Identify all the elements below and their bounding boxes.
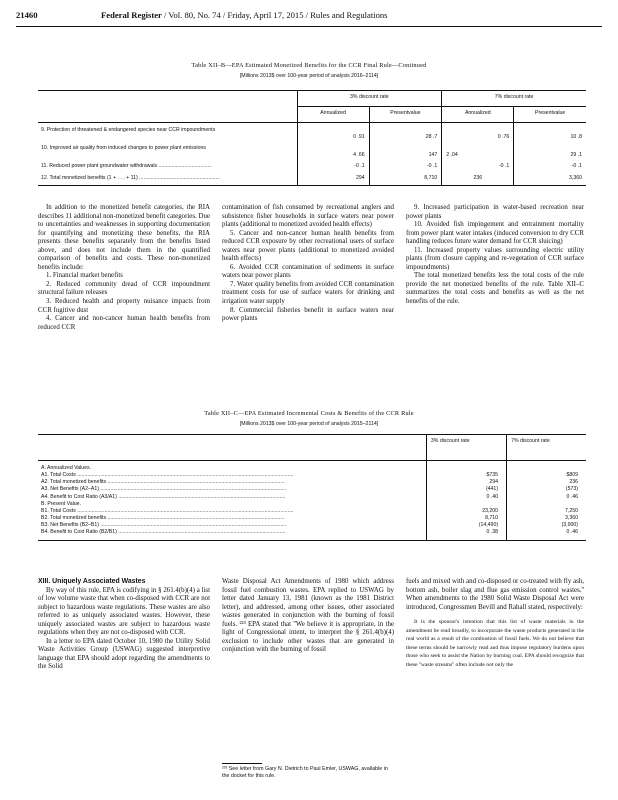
cell [426, 465, 506, 472]
text-column-2 [222, 204, 394, 324]
cell: 23,200 [426, 508, 506, 515]
list-item: 5. Cancer and non-cancer human health benefits from reduced CCR exposure by other recreational users of surface waters near power plants (additional to monetized avoided health effects) [222, 229, 394, 263]
cell: 8,710 [426, 515, 506, 522]
text-column-1 [38, 204, 210, 332]
table-row [38, 143, 586, 161]
list-item: 3. Reduced health and property nuisance impacts from CCR fugitive dust [38, 298, 210, 314]
table2-col-header: 7% discount rate [507, 435, 586, 461]
row-desc: A4. Benefit to Cost Ratio (A3/A1) .................................................................................................................... [38, 494, 426, 501]
row-desc: 9. Protection of threatened & endangered species near CCR impoundments [38, 123, 297, 144]
list-item: 10. Avoided fish impingement and entrainment mortality from power plant water intakes (induced conversion to dry CCR handling reduces future water demand for CCR sluicing) [406, 221, 584, 246]
table-row [38, 486, 586, 493]
paragraph: contamination of fish consumed by recreational anglers and subsistence fisher households in surface waters near power plants (additional to monetized avoided health effects) [222, 204, 394, 229]
cell: 10 .8 [570, 134, 582, 140]
cell: -0 .1 [571, 163, 582, 170]
table-row [38, 465, 586, 472]
table1-subtitle: [Millions 2013$ over 100-year period of analysis 2016–2114] [239, 73, 379, 79]
table-row [38, 472, 586, 479]
cell: 4 .66 [297, 143, 369, 161]
table2-subtitle: [Millions 2013$ over 100-year period of analysis 2015–2114] [239, 421, 379, 427]
section13-column-3 [406, 578, 584, 669]
row-desc: B2. Total monetized benefits ........................................................................................................................... [38, 515, 426, 522]
cell: (441) [426, 486, 506, 493]
cell: 29 .1 [570, 152, 582, 159]
journal-name: Federal Register [101, 10, 162, 20]
cell: 0 .38 [426, 529, 506, 540]
table-row [38, 529, 586, 540]
list-item: 8. Commercial fisheries benefit in surface waters near power plants [222, 306, 394, 323]
paragraph: In a letter to EPA dated October 10, 1980 the Utility Solid Waste Activities Group (USWAG) suggested interpretive language that EPA should adopt regarding the amendments to the Solid [38, 637, 210, 671]
section-heading: XIII. Uniquely Associated Wastes [38, 578, 146, 585]
journal-line [101, 10, 388, 20]
table-row [38, 161, 586, 172]
table1-col-header: Annualized [297, 107, 369, 123]
cell: -0 .1 [442, 161, 514, 172]
table-row [38, 515, 586, 522]
page-number: 21460 [16, 10, 38, 20]
cell: 0 .46 [566, 529, 578, 536]
cell: $809 [566, 472, 578, 479]
list-item: 7. Water quality benefits from avoided CCR contamination treatment costs for use of surface waters for drinking and irrigation water supply [222, 280, 394, 306]
cell: $735 [426, 472, 506, 479]
table2-header-row [38, 435, 586, 461]
cell: (14,490) [426, 522, 506, 529]
table-row [38, 501, 586, 508]
cell [426, 501, 506, 508]
table2 [38, 434, 586, 541]
cell: (3,900) [561, 522, 578, 529]
cell: 8,710 [369, 173, 442, 186]
table1-group-header-row [38, 91, 586, 107]
table-row [38, 494, 586, 501]
cell: (573) [565, 486, 578, 493]
cell [507, 465, 586, 472]
table-row [38, 123, 586, 144]
row-desc: A1. Total Costs ...................................................................................................................................................... [38, 472, 426, 479]
issue-info: / Vol. 80, No. 74 / Friday, April 17, 2015 / Rules and Regulations [164, 10, 388, 20]
table1-col-header: Annualized [442, 107, 514, 123]
paragraph: fuels and mixed with and co-disposed or co-treated with fly ash, bottom ash, boiler slag and flue gas emission control wastes.'' When amendments to the 1980 Solid Waste Disposal Act were introduced, Congressmen Bevill and Rahall stated, respectively: [406, 578, 584, 611]
cell: 0 .40 [426, 494, 506, 501]
cell: 294 [297, 173, 369, 186]
cell: 2 .04 [442, 143, 514, 161]
list-item: 9. Increased participation in water-based recreation near power plants [406, 204, 584, 220]
row-desc: B1. Total Costs ...................................................................................................................................................... [38, 508, 426, 515]
cell: 294 [426, 479, 506, 486]
cell: 236 [442, 173, 514, 186]
paragraph: By way of this rule, EPA is codifying in § 261.4(b)(4) a list of low volume waste that when co-disposed with CCR are not subject to hazardous waste regulations. These wastes are also referred to as uniquely associated wastes. However, these uniquely associated wastes are subject to hazardous waste regulations when they are not co-disposed with CCR. [38, 586, 210, 637]
section13-column-1 [38, 578, 210, 672]
table1 [38, 90, 586, 186]
section13-column-2 [222, 578, 394, 655]
paragraph: The total monetized benefits less the total costs of the rule provide the net monetized benefits of the rule. Table XII–C summarizes the total costs and benefits as well as the net benefits of the rule. [406, 272, 584, 306]
cell: 3,360 [565, 515, 578, 522]
paragraph: Waste Disposal Act Amendments of 1980 which address fossil fuel combustion wastes. EPA replied to USWAG by letter dated January 13, 1981 (known as the 1981 District letter), and addressed, among other issues, other associated wastes generated in conjunction with the burning of fossil fuels. ²²³ EPA stated that ''We believe it is appropriate, in the light of Congressional intent, to interpret the § 261.4(b)(4) exclusion to include other wastes that are generated in conjunction with the burning of fossil [222, 578, 394, 654]
row-desc: A2. Total monetized benefits ........................................................................................................................... [38, 479, 426, 486]
footnote-rule [222, 763, 262, 764]
row-desc: A. Annualized Values. [38, 465, 426, 472]
cell: 147 [369, 143, 442, 161]
row-desc: B3. Net Benefits (B2–B1) ................................................................................................................................. [38, 522, 426, 529]
row-desc: B. Present Value. [38, 501, 426, 508]
table1-col-header: Presentvalue [369, 107, 442, 123]
row-desc: 11. Reduced power plant groundwater withdrawals ..................................... [38, 161, 297, 172]
list-item: 4. Cancer and non-cancer human health benefits from reduced CCR [38, 315, 210, 331]
table1-group-7pct: 7% discount rate [442, 91, 586, 107]
cell: 28 .7 [369, 123, 442, 144]
cell: 0 .46 [566, 493, 578, 500]
table-row [38, 479, 586, 486]
cell: -0 .1 [369, 161, 442, 172]
table2-col-header: 3% discount rate [426, 435, 506, 461]
table1-group-3pct: 3% discount rate [297, 91, 442, 107]
cell: 0 .76 [442, 123, 514, 144]
header-rule [16, 26, 602, 27]
list-item: 11. Increased property values surrounding electric utility plants (from closure capping and re-vegetation of CCR surface impoundments) [406, 246, 584, 271]
list-item: 2. Reduced community dread of CCR impoundment structural failure releases [38, 280, 210, 297]
list-item: 1. Financial market benefits [46, 272, 123, 280]
paragraph: In addition to the monetized benefit categories, the RIA describes 11 additional non-monetized benefit categories. Due to uncertainties and weaknesses in supporting documentation for quantifying and monetizing these benefits, the RIA presents these benefits separately from the benefits listed above, and does not include them in the quantified comparison of benefits and costs. These non-monetized benefits include: [38, 204, 210, 271]
cell [507, 501, 586, 508]
list-item: 6. Avoided CCR contamination of sediments in surface waters near power plants [222, 263, 394, 280]
table-row [38, 508, 586, 515]
cell: 3,360 [569, 174, 582, 181]
table1-col-header: Presentvalue [514, 107, 586, 123]
footnote: ²²³ See letter from Gary N. Dietrich to Paul Emler, USWAG, available in the docket for this rule. [222, 766, 388, 779]
cell: -0 .1 [297, 161, 369, 172]
text-column-3 [406, 204, 584, 307]
table-row [38, 173, 586, 186]
page-header [16, 10, 602, 24]
table1-title: Table XII–B—EPA Estimated Monetized Benefits for the CCR Final Rule—Continued [191, 62, 427, 69]
row-desc: 12. Total monetized benefits (1 + . . . + 11) ........................................................ [38, 173, 297, 186]
cell: 0 .91 [297, 123, 369, 144]
row-desc: 10. Improved air quality from induced changes to power plant emissions [38, 143, 297, 161]
row-desc: A3. Net Benefits (A2–A1) ................................................................................................................................. [38, 486, 426, 493]
cell: 236 [569, 479, 578, 486]
cell: 7,250 [565, 507, 578, 514]
table-row [38, 522, 586, 529]
block-quote: It is the sponsor's intention that this list of waste materials in the amendment be read broadly, to incorporate the waste products generated in the real world as a result of the combustion of fossil fuels. We do not believe that these terms should be narrowly read and thus impose regulatory burdens upon those who seek to assist the Nation by burning coal. EPA should recognize that these ''waste streams'' often include not only the [406, 619, 584, 668]
table2-title: Table XII–C—EPA Estimated Incremental Costs & Benefits of the CCR Rule [204, 410, 414, 417]
row-desc: B4. Benefit to Cost Ratio (B2/B1) .................................................................................................................... [38, 529, 426, 540]
